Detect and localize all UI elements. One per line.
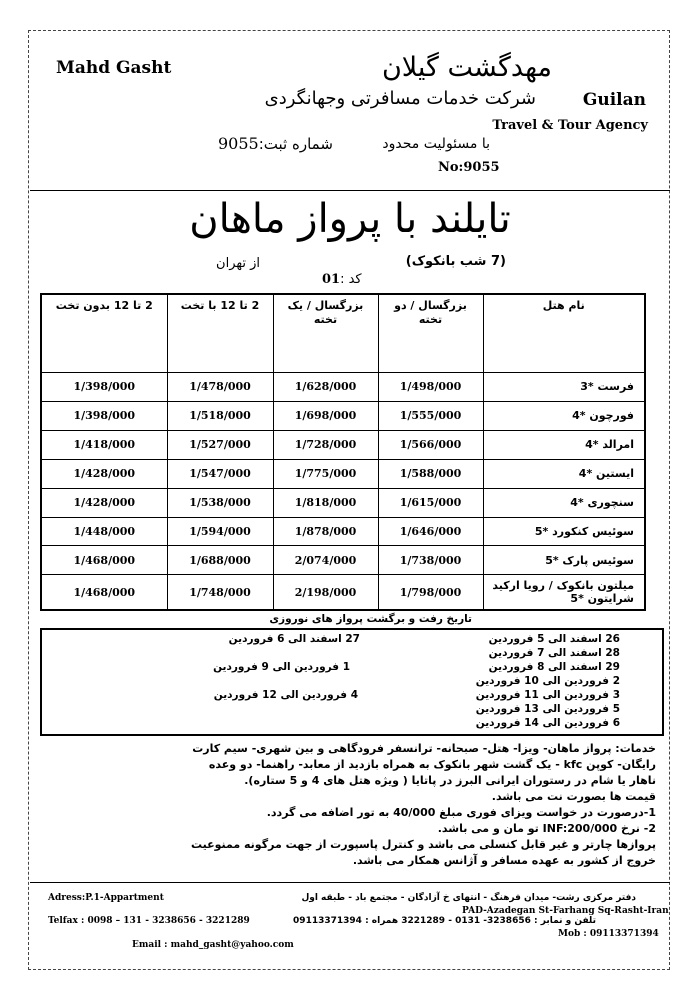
date-item: 4 فروردین الی 12 فروردین <box>213 689 358 701</box>
footer-address-fa: دفتر مرکزی رشت- میدان فرهنگ - انتهای خ آزادگان - مجتمع باد - طبقه اول <box>301 893 636 903</box>
agency-en: Travel & Tour Agency <box>492 118 648 133</box>
table-row <box>41 459 645 488</box>
dates-title: تاریخ رفت و برگشت پرواز های نوروزی <box>269 613 472 625</box>
price-child-bed: 1/748/000 <box>167 575 273 610</box>
price-child-nobed: 1/468/000 <box>41 575 167 610</box>
price-single: 2/074/000 <box>273 546 378 575</box>
date-item: 27 اسفند الی 6 فروردین <box>228 633 360 645</box>
date-item: 3 فروردین الی 11 فروردین <box>475 689 620 701</box>
price-double: 1/738/000 <box>378 546 483 575</box>
price-single: 1/728/000 <box>273 430 378 459</box>
date-item: 26 اسفند الی 5 فروردین <box>488 633 620 645</box>
col-hotel: نام هتل <box>483 294 645 372</box>
services-line: ناهار یا شام در رستوران ایرانی البرز در پاتایا ( ویژه هتل های 4 و 5 ستاره). <box>244 774 656 787</box>
hotel-name: فورچون *4 <box>483 401 645 430</box>
price-child-bed: 1/527/000 <box>167 430 273 459</box>
hotel-name: فرست *3 <box>483 372 645 401</box>
footer-phones-fa: تلفن و نمابر : 3238656- 0131 - 3221289 همراه : 09113371394 <box>293 916 596 926</box>
footer-email: Email : mahd_gasht@yahoo.com <box>132 940 294 950</box>
tour-code-value: 01 <box>322 272 341 287</box>
table-row <box>41 546 645 575</box>
price-child-nobed: 1/398/000 <box>41 401 167 430</box>
price-child-nobed: 1/428/000 <box>41 488 167 517</box>
price-double: 1/566/000 <box>378 430 483 459</box>
reg-en: No:9055 <box>438 160 500 175</box>
date-item: 1 فروردین الی 9 فروردین <box>213 661 350 673</box>
price-child-bed: 1/518/000 <box>167 401 273 430</box>
price-child-bed: 1/547/000 <box>167 459 273 488</box>
price-single: 1/628/000 <box>273 372 378 401</box>
footer-telfax: Telfax : 0098 – 131 - 3238656 - 3221289 <box>48 916 250 926</box>
col-child-nobed: 2 تا 12 بدون تخت <box>41 294 167 372</box>
price-double: 1/646/000 <box>378 517 483 546</box>
tour-code-label: کد : <box>340 272 362 287</box>
hotel-name: میلتون بانکوک / رویا ارکید شرایتون *5 <box>483 575 645 610</box>
hotel-name: ایستین *4 <box>483 459 645 488</box>
col-single: بزرگسال / یک تخته <box>273 294 378 372</box>
table-row <box>41 575 645 610</box>
price-child-bed: 1/478/000 <box>167 372 273 401</box>
col-child-bed: 2 تا 12 با تخت <box>167 294 273 372</box>
price-child-bed: 1/688/000 <box>167 546 273 575</box>
reg-fa <box>218 134 333 153</box>
reg-number: 9055 <box>218 134 259 153</box>
brand-fa: مهدگشت گیلان <box>381 52 552 83</box>
dates-box <box>40 628 664 736</box>
tour-from: از تهران <box>216 256 260 271</box>
price-child-nobed: 1/468/000 <box>41 546 167 575</box>
price-single: 1/775/000 <box>273 459 378 488</box>
hotel-name: سوئیس پارک *5 <box>483 546 645 575</box>
limited-fa: با مسئولیت محدود <box>382 136 490 152</box>
footer-address-en2: PAD-Azadegan St-Farhang Sq-Rasht-Iran <box>462 906 669 916</box>
footer-rule <box>30 882 670 883</box>
date-item: 29 اسفند الی 8 فروردین <box>488 661 620 673</box>
price-child-nobed: 1/398/000 <box>41 372 167 401</box>
price-single: 1/818/000 <box>273 488 378 517</box>
table-row <box>41 430 645 459</box>
price-double: 1/498/000 <box>378 372 483 401</box>
services-line: پروازها چارتر و غیر قابل کنسلی می باشد و کنترل پاسپورت از جهت مرگونه ممنوعیت <box>190 838 656 851</box>
price-single: 1/878/000 <box>273 517 378 546</box>
hotel-name: سوئیس کنکورد *5 <box>483 517 645 546</box>
date-item: 2 فروردین الی 10 فروردین <box>475 675 620 687</box>
company-fa: شرکت خدمات مسافرتی وجهانگردی <box>264 88 536 109</box>
table-row <box>41 488 645 517</box>
price-child-nobed: 1/448/000 <box>41 517 167 546</box>
price-double: 1/555/000 <box>378 401 483 430</box>
header-rule <box>30 190 670 191</box>
guilan-en: Guilan <box>582 90 646 110</box>
price-single: 1/698/000 <box>273 401 378 430</box>
price-table <box>40 293 646 611</box>
services-line: 2- نرخ INF:200/000 تو مان و می باشد. <box>437 822 656 835</box>
services-line: قیمت ها بصورت نت می باشد. <box>491 790 656 803</box>
price-double: 1/798/000 <box>378 575 483 610</box>
brand-en: Mahd Gasht <box>56 58 172 78</box>
tour-title: تایلند با پرواز ماهان <box>189 196 511 242</box>
date-item: 6 فروردین الی 14 فروردین <box>475 717 620 729</box>
col-double: بزرگسال / دو تخته <box>378 294 483 372</box>
price-double: 1/588/000 <box>378 459 483 488</box>
footer-mob: Mob : 09113371394 <box>558 929 659 939</box>
price-table-header <box>41 294 645 372</box>
hotel-name: امرالد *4 <box>483 430 645 459</box>
services-line: خدمات: پرواز ماهان- ویزا- هتل- صبحانه- ترانسفر فرودگاهی و بین شهری- سیم کارت <box>192 742 656 755</box>
price-child-bed: 1/594/000 <box>167 517 273 546</box>
price-child-nobed: 1/418/000 <box>41 430 167 459</box>
price-single: 2/198/000 <box>273 575 378 610</box>
reg-label: شماره ثبت: <box>258 135 333 153</box>
tour-code <box>322 272 362 287</box>
tour-nights: (7 شب بانکوک) <box>405 254 506 269</box>
table-row <box>41 401 645 430</box>
services-line: رایگان- کوپن kfc - یک گشت شهر بانکوک به همراه بازدید از معابد- راهنما- دو وعده <box>208 758 656 771</box>
table-row <box>41 372 645 401</box>
services-line: 1-درصورت در خواست ویزای فوری مبلغ 40/000 به تور اضافه می گردد. <box>266 806 656 819</box>
services-line: خروج از کشور به عهده مسافر و آژانس همکار می باشد. <box>352 854 656 867</box>
price-child-nobed: 1/428/000 <box>41 459 167 488</box>
date-item: 28 اسفند الی 7 فروردین <box>488 647 620 659</box>
date-item: 5 فروردین الی 13 فروردین <box>475 703 620 715</box>
table-row <box>41 517 645 546</box>
hotel-name: سنچوری *4 <box>483 488 645 517</box>
price-child-bed: 1/538/000 <box>167 488 273 517</box>
price-double: 1/615/000 <box>378 488 483 517</box>
footer-address-en: Adress:P.1-Appartment <box>48 893 164 903</box>
